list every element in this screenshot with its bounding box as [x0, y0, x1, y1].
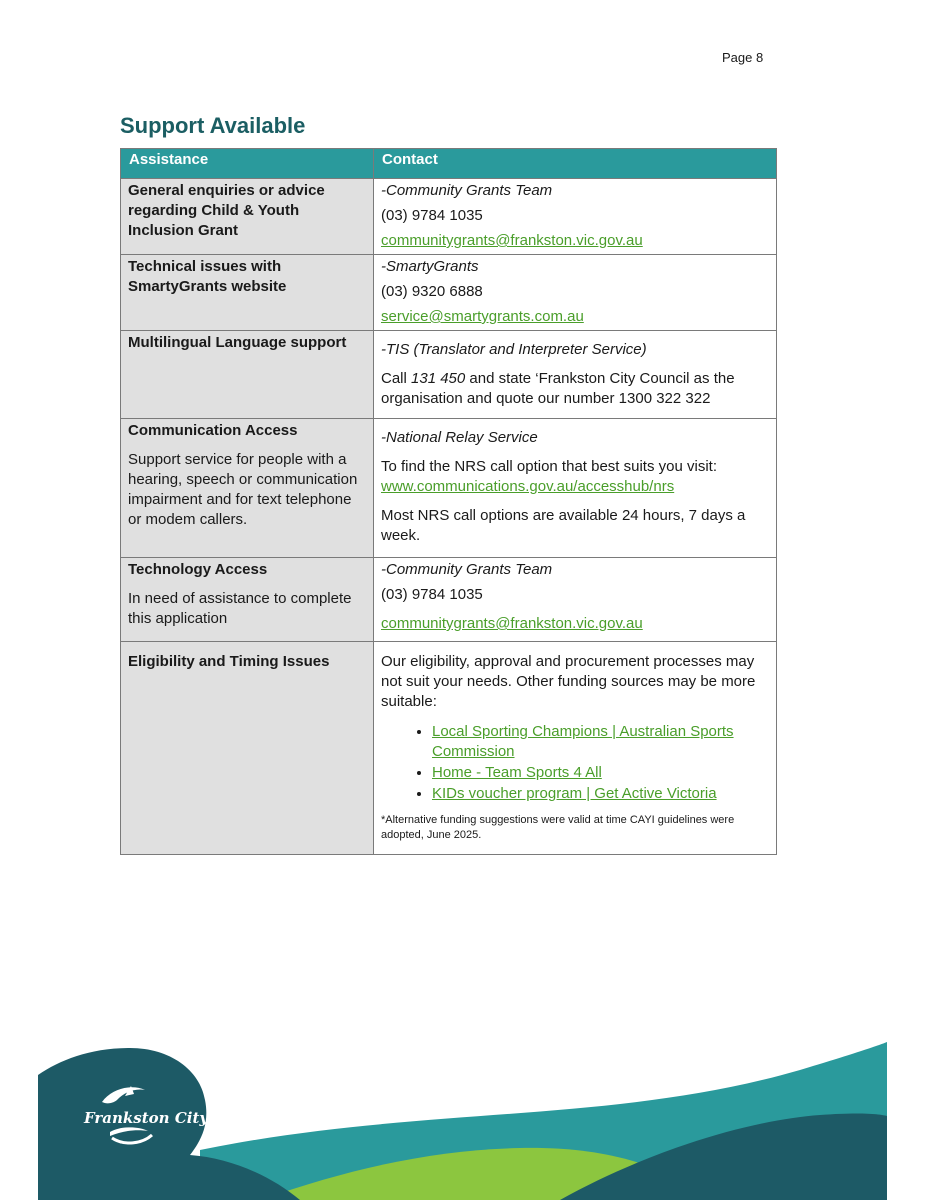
assistance-cell: [121, 419, 374, 558]
call-instructions: [381, 369, 768, 409]
sporting-champions-link[interactable]: Local Sporting Champions | Australian Sports Commission: [432, 723, 734, 760]
contact-phone: (03) 9320 6888: [381, 283, 483, 300]
table-row: [121, 419, 777, 558]
contact-name: -Community Grants Team: [381, 561, 553, 578]
header-contact: Contact: [374, 149, 777, 179]
call-suffix: and state ‘Frankston City Council as the organisation and quote our number 1300 322 322: [381, 370, 735, 407]
row-label: Eligibility and Timing Issues: [128, 653, 330, 670]
team-sports-link[interactable]: Home - Team Sports 4 All: [432, 764, 602, 781]
row-label: Communication Access: [128, 422, 298, 439]
row-label: Multilingual Language support: [128, 334, 347, 351]
list-item: [432, 784, 768, 804]
eligibility-intro: Our eligibility, approval and procurement processes may not suit your needs. Other funding sources may be more suitable:: [381, 653, 756, 710]
find-instructions: To find the NRS call option that best suits you visit:: [381, 458, 717, 475]
contact-cell: [374, 255, 777, 331]
funding-links-list: [381, 722, 768, 804]
contact-name: -TIS (Translator and Interpreter Service): [381, 341, 647, 358]
list-item: [432, 722, 768, 762]
availability-text: Most NRS call options are available 24 hours, 7 days a week.: [381, 507, 746, 544]
contact-cell: [374, 419, 777, 558]
contact-phone: (03) 9784 1035: [381, 207, 483, 224]
contact-cell: [374, 642, 777, 855]
table-row: [121, 642, 777, 855]
row-description: Support service for people with a hearing, speech or communication impairment and for text telephone or modem callers.: [128, 451, 358, 528]
assistance-cell: [121, 255, 374, 331]
footer-wave-art: [0, 1030, 927, 1200]
logo-wordmark: Frankston City: [84, 1109, 209, 1127]
header-assistance: Assistance: [121, 149, 374, 179]
table-header-row: [121, 149, 777, 179]
kids-voucher-link[interactable]: KIDs voucher program | Get Active Victoria: [432, 785, 717, 802]
table-row: [121, 331, 777, 419]
assistance-cell: [121, 179, 374, 255]
contact-cell: [374, 558, 777, 642]
contact-phone: (03) 9784 1035: [381, 586, 483, 603]
table-row: [121, 179, 777, 255]
row-label: General enquiries or advice regarding Child & Youth Inclusion Grant: [128, 182, 325, 239]
nrs-link[interactable]: www.communications.gov.au/accesshub/nrs: [381, 478, 675, 495]
contact-name: -National Relay Service: [381, 429, 538, 446]
page-title: Support Available: [120, 113, 306, 138]
contact-cell: [374, 179, 777, 255]
call-number: 131 450: [411, 370, 466, 387]
page-number: Page 8: [722, 50, 764, 65]
row-description: In need of assistance to complete this application: [128, 590, 352, 627]
call-prefix: Call: [381, 370, 412, 387]
contact-name: -Community Grants Team: [381, 182, 553, 199]
assistance-cell: [121, 642, 374, 855]
assistance-cell: [121, 558, 374, 642]
row-label: Technical issues with SmartyGrants website: [128, 258, 287, 295]
row-label: Technology Access: [128, 561, 268, 578]
email-link[interactable]: communitygrants@frankston.vic.gov.au: [381, 615, 643, 632]
contact-name: -SmartyGrants: [381, 258, 479, 275]
email-link[interactable]: service@smartygrants.com.au: [381, 308, 584, 325]
list-item: [432, 763, 768, 783]
table-row: [121, 255, 777, 331]
contact-cell: [374, 331, 777, 419]
email-link[interactable]: communitygrants@frankston.vic.gov.au: [381, 232, 643, 249]
assistance-cell: [121, 331, 374, 419]
funding-note: *Alternative funding suggestions were valid at time CAYI guidelines were adopted, June 2025.: [381, 814, 735, 841]
support-table: [120, 148, 777, 855]
table-row: [121, 558, 777, 642]
